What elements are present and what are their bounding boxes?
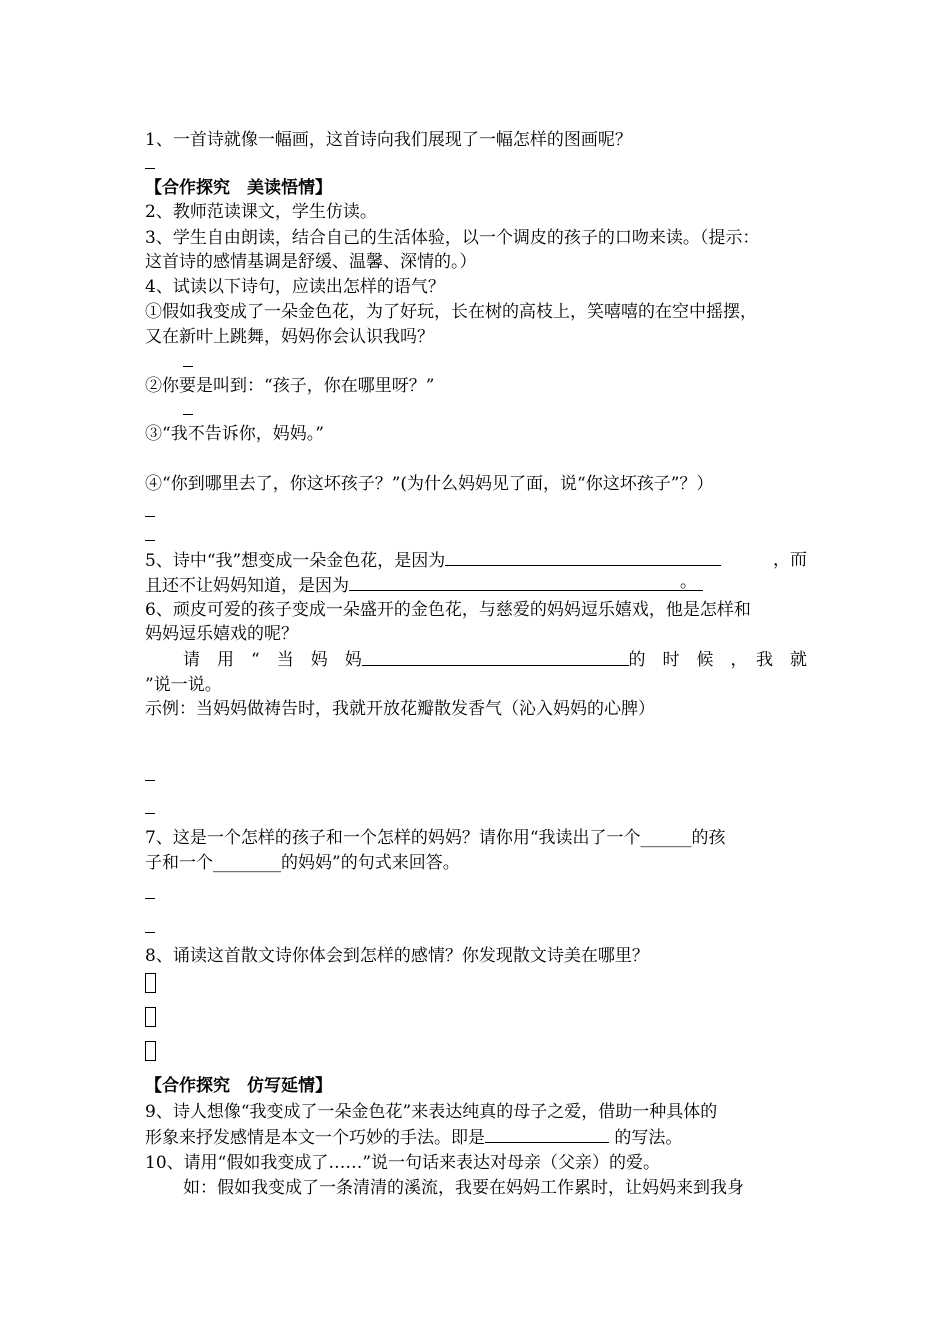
question-5-line-2	[145, 573, 807, 597]
answer-box[interactable]	[145, 1004, 807, 1028]
question-9-text-a: 形象来抒发感情是本文一个巧妙的手法。即是	[145, 1128, 485, 1148]
fill-blank-reason-2[interactable]	[349, 573, 703, 591]
question-4-item-2: ②你要是叫到：“孩子，你在哪里呀？”	[145, 376, 435, 396]
section-heading-fangxie: 【合作探究 仿写延情】	[145, 1076, 332, 1096]
fill-blank-when[interactable]	[362, 648, 629, 666]
question-7-line-2: 子和一个________的妈妈”的句式来回答。	[145, 853, 460, 873]
question-2: 2、教师范读课文，学生仿读。	[145, 202, 377, 222]
answer-dash	[145, 524, 807, 548]
answer-dash	[145, 797, 807, 821]
question-4-item-1-line-1: ①假如我变成了一朵金色花，为了好玩，长在树的高枝上，笑嘻嘻的在空中摇摆，	[145, 302, 757, 322]
question-6-prompt-end: ”说一说。	[145, 675, 222, 695]
question-9-line-1: 9、诗人想像“我变成了一朵金色花”来表达纯真的母子之爱，借助一种具体的	[145, 1102, 718, 1122]
fill-blank-reason-1[interactable]	[445, 548, 721, 566]
question-6-line-2: 妈妈逗乐嬉戏的呢？	[145, 624, 298, 644]
question-6-prompt-b: 的 时 候 ， 我 就	[628, 650, 807, 670]
question-5-text-b: ，而	[773, 550, 807, 570]
question-5-text-c: 且还不让妈妈知道，是因为	[145, 576, 349, 596]
question-6-example: 示例：当妈妈做祷告时，我就开放花瓣散发香气（沁入妈妈的心脾）	[145, 699, 655, 719]
question-6-prompt	[183, 648, 807, 672]
fill-blank-technique[interactable]	[485, 1125, 609, 1143]
section-heading-meidu: 【合作探究 美读悟情】	[145, 178, 332, 198]
question-3-line-2: 这首诗的感情基调是舒缓、温馨、深情的。）	[145, 252, 477, 272]
question-9-line-2	[145, 1125, 807, 1149]
answer-dash	[145, 152, 807, 176]
question-10-example: 如：假如我变成了一条清清的溪流，我要在妈妈工作累时，让妈妈来到我身	[183, 1178, 744, 1198]
answer-dash	[145, 350, 845, 374]
answer-box[interactable]	[145, 970, 807, 994]
question-7-line-1: 7、这是一个怎样的孩子和一个怎样的妈妈？请你用“我读出了一个______的孩	[145, 828, 726, 848]
answer-dash	[145, 398, 845, 422]
question-5-text-a: 5、诗中“我”想变成一朵金色花，是因为	[145, 551, 446, 571]
question-5-line-1	[145, 548, 807, 572]
answer-dash	[145, 764, 807, 788]
question-3-line-1: 3、学生自由朗读，结合自己的生活体验，以一个调皮的孩子的口吻来读。（提示：	[145, 228, 760, 248]
answer-box[interactable]	[145, 1038, 807, 1062]
question-1: 1、一首诗就像一幅画，这首诗向我们展现了一幅怎样的图画呢？	[145, 130, 632, 150]
question-4-item-4: ④“你到哪里去了，你这坏孩子？”(为什么妈妈见了面，说“你这坏孩子”？）	[145, 474, 714, 494]
question-4: 4、试读以下诗句，应读出怎样的语气？	[145, 277, 445, 297]
answer-dash	[145, 882, 807, 906]
question-5-text-d: 。	[680, 573, 697, 592]
question-10: 10、请用“假如我变成了……”说一句话来表达对母亲（父亲）的爱。	[145, 1153, 661, 1173]
question-9-text-b: 的写法。	[614, 1128, 683, 1148]
question-6-line-1: 6、顽皮可爱的孩子变成一朵盛开的金色花，与慈爱的妈妈逗乐嬉戏，他是怎样和	[145, 600, 751, 620]
question-8: 8、诵读这首散文诗你体会到怎样的感情？你发现散文诗美在哪里？	[145, 946, 649, 966]
answer-dash	[145, 916, 807, 940]
answer-dash	[145, 500, 807, 524]
question-4-item-3: ③“我不告诉你，妈妈。”	[145, 424, 324, 444]
question-6-prompt-a: 请 用 “ 当 妈 妈	[183, 650, 362, 670]
question-4-item-1-line-2: 又在新叶上跳舞，妈妈你会认识我吗？	[145, 327, 434, 347]
